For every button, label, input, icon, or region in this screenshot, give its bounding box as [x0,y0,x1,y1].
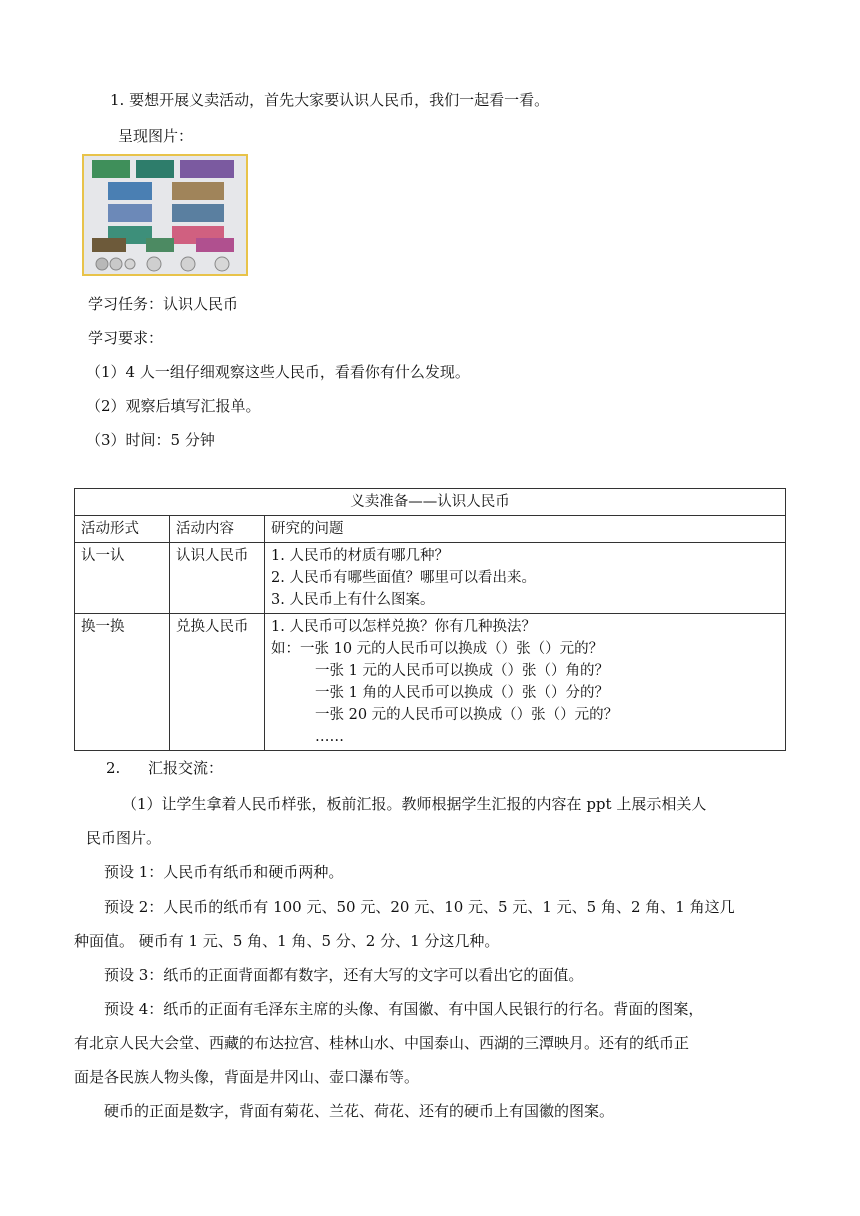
question-line: 2. 人民币有哪些面值？哪里可以看出来。 [271,570,536,586]
requirements-label: 学习要求： [88,329,164,347]
row-questions [265,614,786,751]
row-content: 认识人民币 [170,543,265,614]
report-paragraph-1a: （1）让学生拿着人民币样张，板前汇报。教师根据学生汇报的内容在 ppt 上展示相关人 [122,795,707,813]
header-content: 活动内容 [170,516,265,543]
learning-task: 学习任务：认识人民币 [88,295,239,313]
requirement-1: （1）4 人一组仔细观察这些人民币，看看你有什么发现。 [86,363,470,381]
table-row [75,614,786,751]
coins-description: 硬币的正面是数字，背面有菊花、兰花、荷花、还有的硬币上有国徽的图案。 [104,1102,615,1120]
table-title-row [75,489,786,516]
table-title: 义卖准备——认识人民币 [75,489,786,516]
requirement-2: （2）观察后填写汇报单。 [86,397,261,415]
report-table [74,488,786,751]
preset-4b: 有北京人民大会堂、西藏的布达拉宫、桂林山水、中国泰山、西湖的三潭映月。还有的纸币正 [74,1034,690,1052]
row-form: 换一换 [75,614,170,751]
question-line: 3. 人民币上有什么图案。 [271,592,435,608]
question-line: 1. 人民币可以怎样兑换？你有几种换法？ [271,619,536,635]
question-line: 一张 1 元的人民币可以换成（）张（）角的？ [315,663,609,679]
preset-4c: 面是各民族人物头像，背面是井冈山、壶口瀑布等。 [74,1068,420,1086]
question-line: …… [315,729,344,745]
row-form: 认一认 [75,543,170,614]
preset-1: 预设 1：人民币有纸币和硬币两种。 [104,863,344,881]
question-line: 1. 人民币的材质有哪几种？ [271,548,449,564]
step2-label: 汇报交流： [148,759,224,777]
requirement-3: （3）时间：5 分钟 [86,431,215,449]
table-row [75,543,786,614]
step2-number: 2. [106,759,121,777]
show-picture-label: 呈现图片： [118,127,194,145]
row-content: 兑换人民币 [170,614,265,751]
report-paragraph-1b: 民币图片。 [86,829,162,847]
step1-text: 1. 要想开展义卖活动，首先大家要认识人民币，我们一起看一看。 [110,91,550,109]
preset-2a: 预设 2：人民币的纸币有 100 元、50 元、20 元、10 元、5 元、1 元、5 角、2 角、1 角这几 [104,898,735,916]
header-questions: 研究的问题 [265,516,786,543]
rmb-banknotes-illustration [84,156,246,274]
preset-4a: 预设 4：纸币的正面有毛泽东主席的头像、有国徽、有中国人民银行的行名。背面的图案， [104,1000,704,1018]
rmb-picture [82,154,248,276]
preset-3: 预设 3：纸币的正面背面都有数字，还有大写的文字可以看出它的面值。 [104,966,584,984]
header-form: 活动形式 [75,516,170,543]
question-line: 一张 1 角的人民币可以换成（）张（）分的？ [315,685,609,701]
table-header-row [75,516,786,543]
preset-2b: 种面值。 硬币有 1 元、5 角、1 角、5 分、2 分、1 分这几种。 [74,932,500,950]
row-questions [265,543,786,614]
question-line: 如：一张 10 元的人民币可以换成（）张（）元的？ [271,641,604,657]
question-line: 一张 20 元的人民币可以换成（）张（）元的？ [315,707,619,723]
